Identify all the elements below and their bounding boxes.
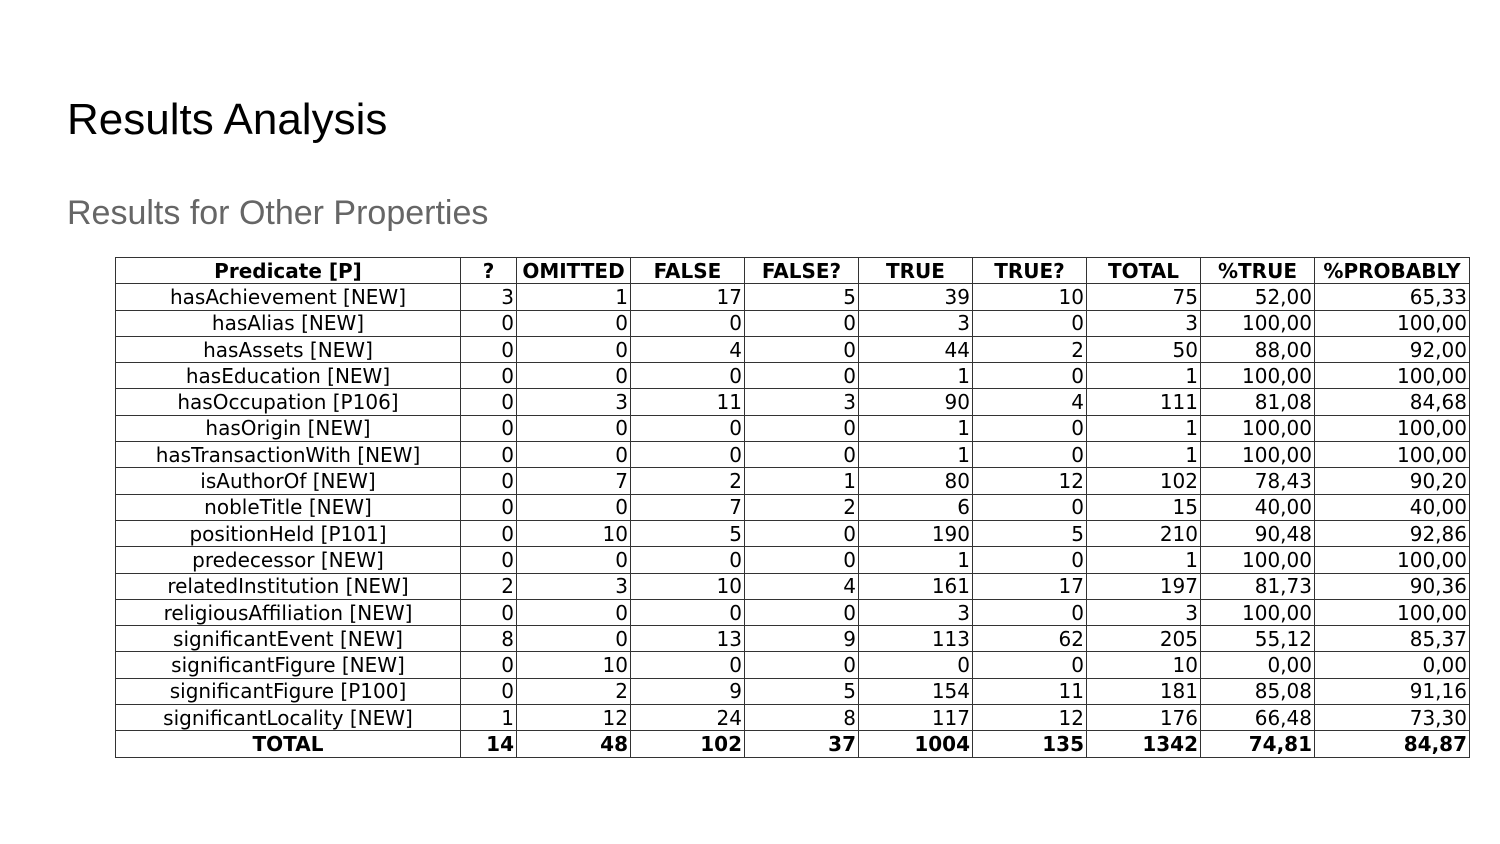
predicate-cell: positionHeld [P101]: [116, 520, 461, 546]
value-cell: 0: [461, 336, 517, 362]
value-cell: 0: [517, 442, 631, 468]
value-cell: 1: [1087, 363, 1201, 389]
predicate-cell: significantFigure [NEW]: [116, 652, 461, 678]
column-header: Predicate [P]: [116, 258, 461, 284]
value-cell: 1: [1087, 547, 1201, 573]
value-cell: 100,00: [1201, 442, 1315, 468]
slide-subtitle: Results for Other Properties: [67, 194, 489, 232]
value-cell: 11: [973, 678, 1087, 704]
value-cell: 0: [461, 389, 517, 415]
value-cell: 0: [631, 310, 745, 336]
value-cell: 24: [631, 705, 745, 731]
table-row: [116, 652, 1470, 678]
value-cell: 3: [461, 284, 517, 310]
table-row: [116, 520, 1470, 546]
value-cell: 0: [461, 678, 517, 704]
value-cell: 5: [745, 678, 859, 704]
value-cell: 12: [973, 468, 1087, 494]
value-cell: 1: [745, 468, 859, 494]
value-cell: 0: [517, 310, 631, 336]
value-cell: 7: [631, 494, 745, 520]
value-cell: 181: [1087, 678, 1201, 704]
value-cell: 92,86: [1315, 520, 1470, 546]
predicate-cell: hasOccupation [P106]: [116, 389, 461, 415]
value-cell: 210: [1087, 520, 1201, 546]
value-cell: 0: [461, 442, 517, 468]
value-cell: 84,68: [1315, 389, 1470, 415]
value-cell: 0: [631, 599, 745, 625]
column-header: TRUE: [859, 258, 973, 284]
value-cell: 1: [859, 442, 973, 468]
table-row: [116, 468, 1470, 494]
value-cell: 0: [973, 442, 1087, 468]
value-cell: 113: [859, 626, 973, 652]
results-table: [115, 257, 1470, 758]
predicate-cell: hasAssets [NEW]: [116, 336, 461, 362]
value-cell: 0: [745, 599, 859, 625]
value-cell: 102: [1087, 468, 1201, 494]
value-cell: 0: [461, 599, 517, 625]
value-cell: 0: [461, 494, 517, 520]
value-cell: 0: [745, 652, 859, 678]
predicate-cell: predecessor [NEW]: [116, 547, 461, 573]
value-cell: 92,00: [1315, 336, 1470, 362]
table-row: [116, 547, 1470, 573]
value-cell: 9: [745, 626, 859, 652]
value-cell: 0: [973, 599, 1087, 625]
column-header: %PROBABLY: [1315, 258, 1470, 284]
value-cell: 2: [745, 494, 859, 520]
value-cell: 13: [631, 626, 745, 652]
table-row: [116, 284, 1470, 310]
value-cell: 100,00: [1315, 310, 1470, 336]
value-cell: 55,12: [1201, 626, 1315, 652]
value-cell: 190: [859, 520, 973, 546]
value-cell: 100,00: [1201, 415, 1315, 441]
value-cell: 5: [745, 284, 859, 310]
value-cell: 0: [973, 415, 1087, 441]
table-row: [116, 363, 1470, 389]
value-cell: 5: [973, 520, 1087, 546]
value-cell: 0: [745, 336, 859, 362]
column-header: %TRUE: [1201, 258, 1315, 284]
value-cell: 80: [859, 468, 973, 494]
value-cell: 0: [517, 626, 631, 652]
value-cell: 0: [517, 336, 631, 362]
total-value-cell: 74,81: [1201, 731, 1315, 757]
predicate-cell: hasTransactionWith [NEW]: [116, 442, 461, 468]
value-cell: 4: [631, 336, 745, 362]
value-cell: 81,73: [1201, 573, 1315, 599]
total-value-cell: 102: [631, 731, 745, 757]
table-row: [116, 705, 1470, 731]
value-cell: 0: [461, 468, 517, 494]
value-cell: 0: [631, 652, 745, 678]
value-cell: 2: [973, 336, 1087, 362]
value-cell: 1: [1087, 415, 1201, 441]
value-cell: 10: [973, 284, 1087, 310]
value-cell: 90,36: [1315, 573, 1470, 599]
value-cell: 111: [1087, 389, 1201, 415]
table-row: [116, 389, 1470, 415]
table-body: [116, 284, 1470, 757]
value-cell: 85,08: [1201, 678, 1315, 704]
value-cell: 8: [745, 705, 859, 731]
column-header: TOTAL: [1087, 258, 1201, 284]
predicate-cell: hasAlias [NEW]: [116, 310, 461, 336]
value-cell: 100,00: [1315, 363, 1470, 389]
value-cell: 17: [631, 284, 745, 310]
value-cell: 0: [745, 415, 859, 441]
value-cell: 0: [517, 547, 631, 573]
value-cell: 11: [631, 389, 745, 415]
value-cell: 197: [1087, 573, 1201, 599]
value-cell: 0: [631, 363, 745, 389]
value-cell: 100,00: [1201, 599, 1315, 625]
value-cell: 40,00: [1201, 494, 1315, 520]
value-cell: 117: [859, 705, 973, 731]
value-cell: 205: [1087, 626, 1201, 652]
column-header: TRUE?: [973, 258, 1087, 284]
value-cell: 4: [973, 389, 1087, 415]
value-cell: 73,30: [1315, 705, 1470, 731]
table-row: [116, 494, 1470, 520]
value-cell: 0,00: [1201, 652, 1315, 678]
value-cell: 0: [517, 494, 631, 520]
column-header: OMITTED: [517, 258, 631, 284]
total-row: [116, 731, 1470, 757]
value-cell: 40,00: [1315, 494, 1470, 520]
value-cell: 52,00: [1201, 284, 1315, 310]
table-row: [116, 573, 1470, 599]
total-value-cell: 84,87: [1315, 731, 1470, 757]
value-cell: 3: [1087, 599, 1201, 625]
value-cell: 3: [745, 389, 859, 415]
value-cell: 50: [1087, 336, 1201, 362]
value-cell: 88,00: [1201, 336, 1315, 362]
value-cell: 100,00: [1201, 547, 1315, 573]
value-cell: 100,00: [1315, 547, 1470, 573]
table-row: [116, 310, 1470, 336]
value-cell: 0: [517, 599, 631, 625]
value-cell: 10: [517, 652, 631, 678]
value-cell: 176: [1087, 705, 1201, 731]
total-value-cell: 37: [745, 731, 859, 757]
value-cell: 3: [517, 389, 631, 415]
value-cell: 161: [859, 573, 973, 599]
total-value-cell: 135: [973, 731, 1087, 757]
value-cell: 4: [745, 573, 859, 599]
table-row: [116, 626, 1470, 652]
value-cell: 2: [461, 573, 517, 599]
table-row: [116, 599, 1470, 625]
value-cell: 90,48: [1201, 520, 1315, 546]
value-cell: 91,16: [1315, 678, 1470, 704]
value-cell: 0: [745, 310, 859, 336]
table-row: [116, 442, 1470, 468]
value-cell: 0: [973, 547, 1087, 573]
value-cell: 0: [745, 363, 859, 389]
value-cell: 0: [631, 442, 745, 468]
value-cell: 3: [859, 310, 973, 336]
table-header: [116, 258, 1470, 284]
value-cell: 10: [1087, 652, 1201, 678]
value-cell: 0: [461, 652, 517, 678]
value-cell: 100,00: [1315, 442, 1470, 468]
value-cell: 100,00: [1201, 363, 1315, 389]
value-cell: 62: [973, 626, 1087, 652]
value-cell: 0,00: [1315, 652, 1470, 678]
value-cell: 81,08: [1201, 389, 1315, 415]
column-header: FALSE?: [745, 258, 859, 284]
value-cell: 5: [631, 520, 745, 546]
value-cell: 1: [859, 415, 973, 441]
value-cell: 8: [461, 626, 517, 652]
value-cell: 0: [461, 415, 517, 441]
value-cell: 17: [973, 573, 1087, 599]
value-cell: 2: [517, 678, 631, 704]
value-cell: 12: [517, 705, 631, 731]
value-cell: 154: [859, 678, 973, 704]
predicate-cell: significantEvent [NEW]: [116, 626, 461, 652]
value-cell: 90,20: [1315, 468, 1470, 494]
slide-title: Results Analysis: [67, 95, 388, 144]
value-cell: 0: [973, 363, 1087, 389]
value-cell: 10: [517, 520, 631, 546]
value-cell: 0: [461, 520, 517, 546]
value-cell: 10: [631, 573, 745, 599]
total-value-cell: 1004: [859, 731, 973, 757]
predicate-cell: hasOrigin [NEW]: [116, 415, 461, 441]
predicate-cell: relatedInstitution [NEW]: [116, 573, 461, 599]
value-cell: 90: [859, 389, 973, 415]
total-value-cell: 14: [461, 731, 517, 757]
value-cell: 100,00: [1315, 415, 1470, 441]
value-cell: 0: [745, 442, 859, 468]
value-cell: 9: [631, 678, 745, 704]
value-cell: 3: [859, 599, 973, 625]
value-cell: 7: [517, 468, 631, 494]
value-cell: 0: [461, 363, 517, 389]
value-cell: 2: [631, 468, 745, 494]
value-cell: 65,33: [1315, 284, 1470, 310]
table-row: [116, 678, 1470, 704]
value-cell: 0: [973, 652, 1087, 678]
value-cell: 85,37: [1315, 626, 1470, 652]
value-cell: 12: [973, 705, 1087, 731]
value-cell: 39: [859, 284, 973, 310]
predicate-cell: religiousAffiliation [NEW]: [116, 599, 461, 625]
value-cell: 0: [973, 494, 1087, 520]
predicate-cell: hasEducation [NEW]: [116, 363, 461, 389]
predicate-cell: hasAchievement [NEW]: [116, 284, 461, 310]
value-cell: 1: [859, 363, 973, 389]
value-cell: 1: [517, 284, 631, 310]
value-cell: 0: [631, 547, 745, 573]
value-cell: 0: [461, 310, 517, 336]
value-cell: 15: [1087, 494, 1201, 520]
predicate-cell: nobleTitle [NEW]: [116, 494, 461, 520]
total-value-cell: 1342: [1087, 731, 1201, 757]
value-cell: 66,48: [1201, 705, 1315, 731]
value-cell: 100,00: [1315, 599, 1470, 625]
value-cell: 1: [461, 705, 517, 731]
value-cell: 0: [973, 310, 1087, 336]
value-cell: 0: [745, 520, 859, 546]
total-label-cell: TOTAL: [116, 731, 461, 757]
table-row: [116, 415, 1470, 441]
table-row: [116, 336, 1470, 362]
value-cell: 0: [517, 415, 631, 441]
value-cell: 0: [461, 547, 517, 573]
column-header: FALSE: [631, 258, 745, 284]
value-cell: 44: [859, 336, 973, 362]
value-cell: 100,00: [1201, 310, 1315, 336]
value-cell: 0: [631, 415, 745, 441]
value-cell: 75: [1087, 284, 1201, 310]
value-cell: 6: [859, 494, 973, 520]
value-cell: 0: [745, 547, 859, 573]
predicate-cell: significantFigure [P100]: [116, 678, 461, 704]
total-value-cell: 48: [517, 731, 631, 757]
predicate-cell: significantLocality [NEW]: [116, 705, 461, 731]
header-row: [116, 258, 1470, 284]
value-cell: 3: [1087, 310, 1201, 336]
value-cell: 0: [859, 652, 973, 678]
value-cell: 1: [1087, 442, 1201, 468]
value-cell: 0: [517, 363, 631, 389]
value-cell: 3: [517, 573, 631, 599]
predicate-cell: isAuthorOf [NEW]: [116, 468, 461, 494]
value-cell: 1: [859, 547, 973, 573]
value-cell: 78,43: [1201, 468, 1315, 494]
column-header: ?: [461, 258, 517, 284]
